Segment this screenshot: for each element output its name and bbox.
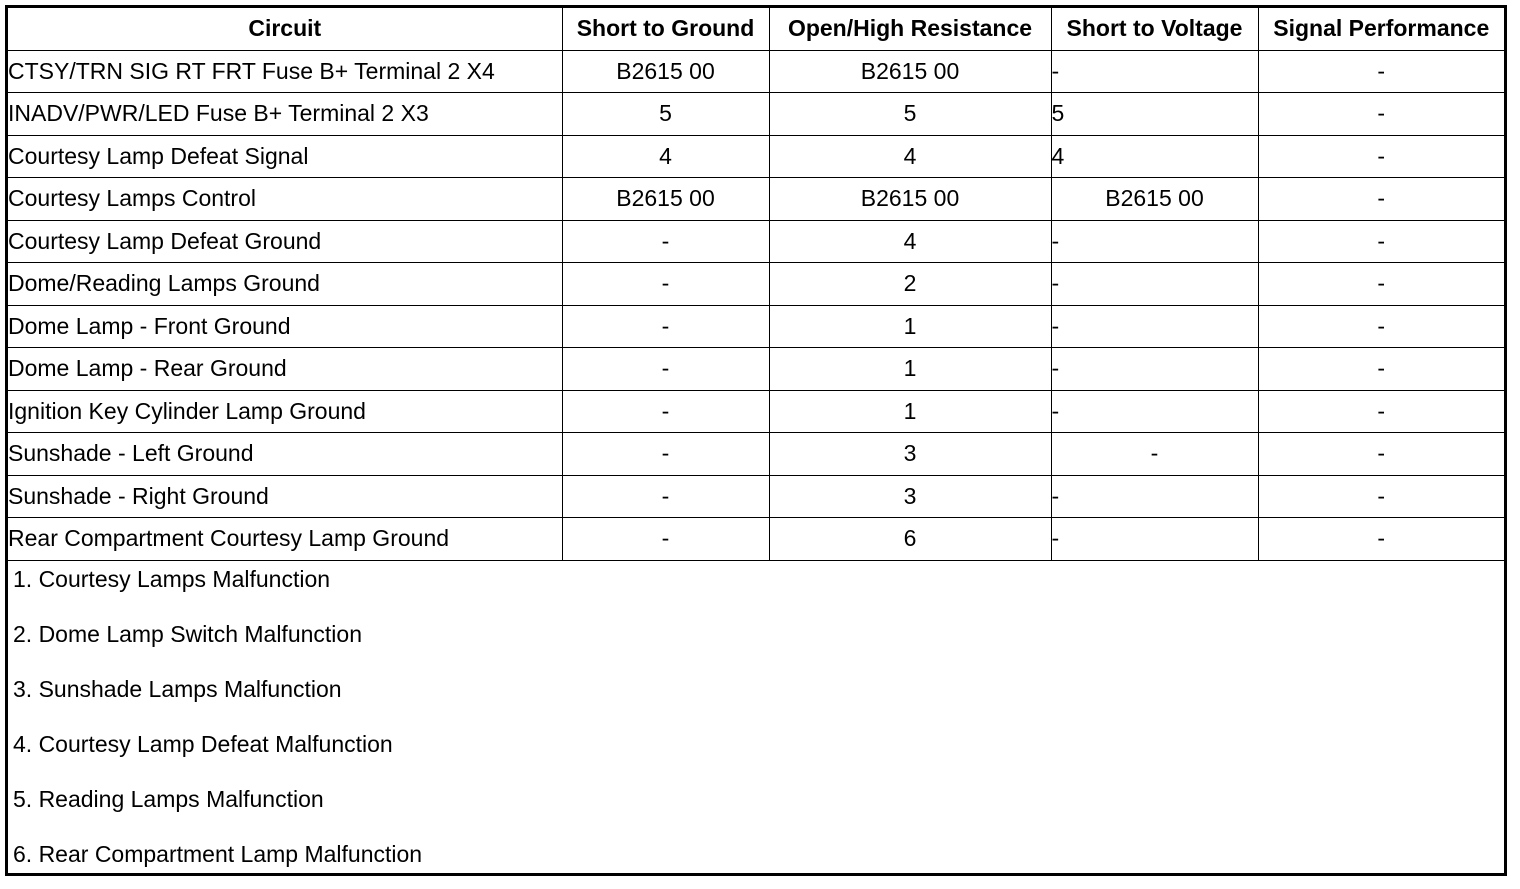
signal-performance-cell: - <box>1258 220 1504 263</box>
short-to-voltage-cell: - <box>1051 475 1258 518</box>
signal-performance-cell: - <box>1258 475 1504 518</box>
circuit-cell: Dome/Reading Lamps Ground <box>8 263 562 306</box>
signal-performance-cell: - <box>1258 93 1504 136</box>
table-row <box>8 518 1504 561</box>
open-high-resistance-cell: 1 <box>769 390 1051 433</box>
table-row <box>8 220 1504 263</box>
header-short-to-voltage: Short to Voltage <box>1051 8 1258 50</box>
short-to-ground-cell: B2615 00 <box>562 50 769 93</box>
table-row <box>8 50 1504 93</box>
signal-performance-cell: - <box>1258 263 1504 306</box>
short-to-ground-cell: - <box>562 433 769 476</box>
open-high-resistance-cell: B2615 00 <box>769 178 1051 221</box>
short-to-ground-cell: 4 <box>562 135 769 178</box>
header-circuit: Circuit <box>8 8 562 50</box>
legend <box>8 559 1504 889</box>
short-to-voltage-cell: 5 <box>1051 93 1258 136</box>
table-row <box>8 475 1504 518</box>
short-to-ground-cell: - <box>562 475 769 518</box>
circuit-cell: Sunshade - Left Ground <box>8 433 562 476</box>
table-row <box>8 390 1504 433</box>
table-row <box>8 348 1504 391</box>
circuit-cell: INADV/PWR/LED Fuse B+ Terminal 2 X3 <box>8 93 562 136</box>
signal-performance-cell: - <box>1258 50 1504 93</box>
header-row <box>8 8 1504 50</box>
circuit-cell: Dome Lamp - Front Ground <box>8 305 562 348</box>
short-to-ground-cell: - <box>562 390 769 433</box>
circuit-cell: CTSY/TRN SIG RT FRT Fuse B+ Terminal 2 X4 <box>8 50 562 93</box>
short-to-voltage-cell: - <box>1051 305 1258 348</box>
open-high-resistance-cell: 6 <box>769 518 1051 561</box>
short-to-ground-cell: - <box>562 263 769 306</box>
short-to-ground-cell: B2615 00 <box>562 178 769 221</box>
signal-performance-cell: - <box>1258 518 1504 561</box>
open-high-resistance-cell: 4 <box>769 220 1051 263</box>
legend-item: 2. Dome Lamp Switch Malfunction <box>13 621 362 647</box>
signal-performance-cell: - <box>1258 433 1504 476</box>
table-row <box>8 178 1504 221</box>
circuit-cell: Courtesy Lamp Defeat Ground <box>8 220 562 263</box>
signal-performance-cell: - <box>1258 305 1504 348</box>
short-to-voltage-cell: - <box>1051 263 1258 306</box>
open-high-resistance-cell: 4 <box>769 135 1051 178</box>
circuit-diagnostic-table <box>5 5 1507 876</box>
table-row <box>8 305 1504 348</box>
short-to-voltage-cell: - <box>1051 390 1258 433</box>
short-to-ground-cell: - <box>562 220 769 263</box>
short-to-voltage-cell: - <box>1051 348 1258 391</box>
diagnostic-table <box>8 8 1504 561</box>
open-high-resistance-cell: 1 <box>769 305 1051 348</box>
header-open-high-resistance: Open/High Resistance <box>769 8 1051 50</box>
short-to-voltage-cell: - <box>1051 518 1258 561</box>
circuit-cell: Courtesy Lamp Defeat Signal <box>8 135 562 178</box>
open-high-resistance-cell: 5 <box>769 93 1051 136</box>
open-high-resistance-cell: 1 <box>769 348 1051 391</box>
table-row <box>8 433 1504 476</box>
legend-item: 6. Rear Compartment Lamp Malfunction <box>13 841 423 867</box>
short-to-ground-cell: - <box>562 518 769 561</box>
open-high-resistance-cell: 3 <box>769 433 1051 476</box>
legend-item: 3. Sunshade Lamps Malfunction <box>13 676 342 702</box>
short-to-voltage-cell: - <box>1051 433 1258 476</box>
circuit-cell: Ignition Key Cylinder Lamp Ground <box>8 390 562 433</box>
circuit-cell: Dome Lamp - Rear Ground <box>8 348 562 391</box>
table-row <box>8 263 1504 306</box>
legend-item: 4. Courtesy Lamp Defeat Malfunction <box>13 731 393 757</box>
header-short-to-ground: Short to Ground <box>562 8 769 50</box>
short-to-ground-cell: - <box>562 305 769 348</box>
table-row <box>8 135 1504 178</box>
signal-performance-cell: - <box>1258 390 1504 433</box>
circuit-cell: Courtesy Lamps Control <box>8 178 562 221</box>
short-to-voltage-cell: - <box>1051 220 1258 263</box>
circuit-cell: Sunshade - Right Ground <box>8 475 562 518</box>
signal-performance-cell: - <box>1258 348 1504 391</box>
legend-item: 1. Courtesy Lamps Malfunction <box>13 566 331 592</box>
signal-performance-cell: - <box>1258 135 1504 178</box>
short-to-ground-cell: 5 <box>562 93 769 136</box>
header-signal-performance: Signal Performance <box>1258 8 1504 50</box>
circuit-cell: Rear Compartment Courtesy Lamp Ground <box>8 518 562 561</box>
table-row <box>8 93 1504 136</box>
short-to-voltage-cell: - <box>1051 50 1258 93</box>
short-to-voltage-cell: 4 <box>1051 135 1258 178</box>
open-high-resistance-cell: B2615 00 <box>769 50 1051 93</box>
open-high-resistance-cell: 3 <box>769 475 1051 518</box>
legend-item: 5. Reading Lamps Malfunction <box>13 786 324 812</box>
open-high-resistance-cell: 2 <box>769 263 1051 306</box>
signal-performance-cell: - <box>1258 178 1504 221</box>
short-to-ground-cell: - <box>562 348 769 391</box>
short-to-voltage-cell: B2615 00 <box>1051 178 1258 221</box>
